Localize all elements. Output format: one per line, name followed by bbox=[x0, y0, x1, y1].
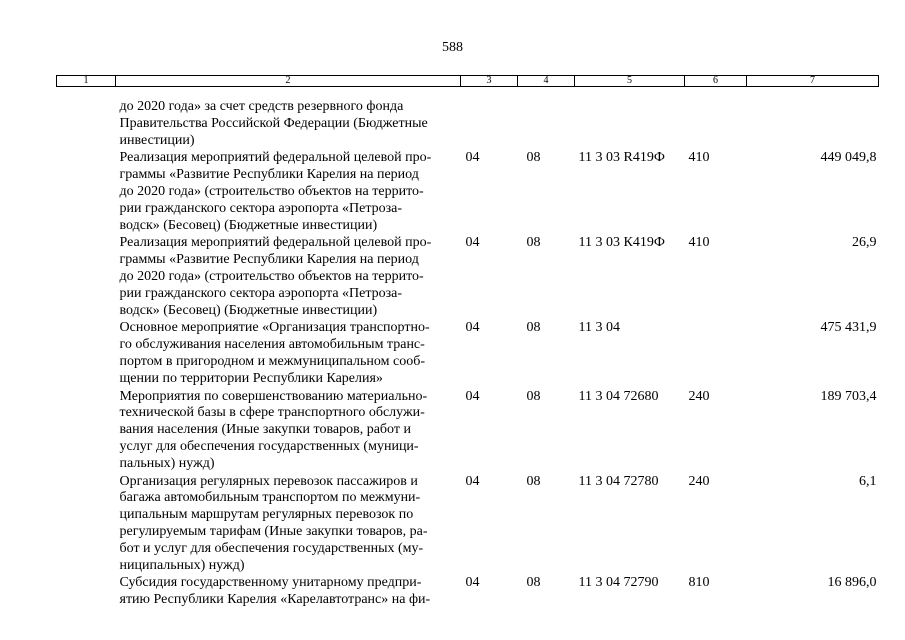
item-name-cell bbox=[116, 87, 461, 150]
target-code-cell: 11 3 04 72790 bbox=[578, 575, 659, 591]
table-row bbox=[57, 87, 879, 150]
target-code-cell: 11 3 04 bbox=[578, 320, 620, 336]
amount-cell: 16 896,0 bbox=[827, 575, 877, 591]
section-cell bbox=[461, 87, 518, 150]
item-name-line: Мероприятия по совершенствованию материально- bbox=[119, 388, 428, 404]
amount-cell: 26,9 bbox=[852, 235, 877, 251]
item-name-line: пальных) нужд) bbox=[119, 455, 215, 471]
column-header: 3 bbox=[461, 76, 518, 87]
item-name-line: инвестиции) bbox=[119, 132, 195, 148]
amount-cell bbox=[747, 87, 879, 150]
item-name-line: Основное мероприятие «Организация транспортно- bbox=[119, 320, 430, 336]
expense-kind-cell: 240 bbox=[688, 388, 710, 404]
expense-kind-cell: 410 bbox=[688, 150, 710, 166]
item-name-line: граммы «Развитие Республики Карелия на период bbox=[119, 167, 419, 183]
target-code-cell: 11 3 04 72780 bbox=[578, 473, 659, 489]
item-name-cell bbox=[116, 234, 461, 319]
row-number-cell bbox=[57, 574, 116, 609]
item-name-line: Субсидия государственному унитарному предпри- bbox=[119, 575, 422, 591]
row-number-cell bbox=[57, 87, 116, 150]
table-row bbox=[57, 574, 879, 609]
row-number-cell bbox=[57, 473, 116, 575]
expense-kind-cell: 240 bbox=[688, 473, 710, 489]
row-number-cell bbox=[57, 149, 116, 234]
item-name-cell bbox=[116, 319, 461, 387]
subsection-cell: 08 bbox=[526, 473, 541, 489]
expense-kind-cell: 410 bbox=[688, 235, 710, 251]
column-header: 7 bbox=[747, 76, 879, 87]
item-name-line: рии гражданского сектора аэропорта «Петроза- bbox=[119, 200, 403, 216]
row-number-cell bbox=[57, 234, 116, 319]
subsection-cell: 08 bbox=[526, 235, 541, 251]
page-number: 588 bbox=[442, 40, 463, 55]
section-cell: 04 bbox=[465, 388, 480, 404]
item-name-line: регулируемым тарифам (Иные закупки товаров, ра- bbox=[119, 523, 428, 539]
column-header: 4 bbox=[518, 76, 575, 87]
budget-table bbox=[56, 75, 879, 609]
item-name-line: граммы «Развитие Республики Карелия на период bbox=[119, 252, 419, 268]
target-code-cell: 11 3 03 R419Ф bbox=[578, 150, 665, 166]
item-name-line: водск» (Бесовец) (Бюджетные инвестиции) bbox=[119, 302, 378, 318]
expense-kind-cell bbox=[685, 319, 747, 387]
section-cell: 04 bbox=[465, 473, 480, 489]
target-code-cell: 11 3 03 К419Ф bbox=[578, 235, 665, 251]
row-number-cell bbox=[57, 388, 116, 473]
item-name-cell bbox=[116, 149, 461, 234]
expense-kind-cell bbox=[685, 87, 747, 150]
item-name-line: Реализация мероприятий федеральной целевой про- bbox=[119, 235, 432, 251]
table-row bbox=[57, 319, 879, 387]
item-name-line: Реализация мероприятий федеральной целевой про- bbox=[119, 150, 432, 166]
item-name-line: до 2020 года» (строительство объектов на террито- bbox=[119, 183, 424, 199]
subsection-cell bbox=[518, 87, 575, 150]
target-code-cell bbox=[575, 87, 685, 150]
item-name-line: бот и услуг для обеспечения государственных (му- bbox=[119, 540, 424, 556]
column-header: 6 bbox=[685, 76, 747, 87]
subsection-cell: 08 bbox=[526, 320, 541, 336]
item-name-line: Организация регулярных перевозок пассажиров и bbox=[119, 473, 418, 489]
item-name-line: ципальным маршрутам регулярных перевозок по bbox=[119, 507, 414, 523]
item-name-cell bbox=[116, 473, 461, 575]
column-header: 2 bbox=[116, 76, 461, 87]
row-number-cell bbox=[57, 319, 116, 387]
item-name-line: вания населения (Иные закупки товаров, работ и bbox=[119, 422, 411, 438]
item-name-line: багажа автомобильным транспортом по межмуни- bbox=[119, 490, 421, 506]
section-cell: 04 bbox=[465, 235, 480, 251]
item-name-line: ниципальных) нужд) bbox=[119, 557, 245, 573]
item-name-line: Правительства Российской Федерации (Бюджетные bbox=[119, 115, 428, 131]
column-header: 1 bbox=[57, 76, 116, 87]
item-name-cell bbox=[116, 574, 461, 609]
column-number-row bbox=[57, 76, 879, 87]
item-name-line: ятию Республики Карелия «Карелавтотранс» на фи- bbox=[119, 592, 431, 608]
item-name-line: до 2020 года» за счет средств резервного фонда bbox=[119, 99, 404, 114]
item-name-line: щении по территории Республики Карелия» bbox=[119, 370, 383, 386]
amount-cell: 475 431,9 bbox=[820, 320, 877, 336]
expense-kind-cell: 810 bbox=[688, 575, 710, 591]
section-cell: 04 bbox=[465, 320, 480, 336]
table-row bbox=[57, 473, 879, 575]
amount-cell: 189 703,4 bbox=[820, 388, 877, 404]
target-code-cell: 11 3 04 72680 bbox=[578, 388, 659, 404]
subsection-cell: 08 bbox=[526, 150, 541, 166]
item-name-line: рии гражданского сектора аэропорта «Петроза- bbox=[119, 285, 403, 301]
item-name-line: водск» (Бесовец) (Бюджетные инвестиции) bbox=[119, 217, 378, 233]
subsection-cell: 08 bbox=[526, 575, 541, 591]
subsection-cell: 08 bbox=[526, 388, 541, 404]
column-header: 5 bbox=[575, 76, 685, 87]
item-name-line: портом в пригородном и межмуниципальном сооб- bbox=[119, 353, 425, 369]
amount-cell: 449 049,8 bbox=[820, 150, 877, 166]
item-name-line: до 2020 года» (строительство объектов на террито- bbox=[119, 268, 424, 284]
table-row bbox=[57, 149, 879, 234]
table-row bbox=[57, 388, 879, 473]
item-name-cell bbox=[116, 388, 461, 473]
section-cell: 04 bbox=[465, 150, 480, 166]
item-name-line: технической базы в сфере транспортного обслужи- bbox=[119, 405, 425, 421]
item-name-line: услуг для обеспечения государственных (муници- bbox=[119, 438, 419, 454]
item-name-line: го обслуживания населения автомобильным транс- bbox=[119, 337, 425, 353]
table-row bbox=[57, 234, 879, 319]
amount-cell: 6,1 bbox=[859, 473, 877, 489]
section-cell: 04 bbox=[465, 575, 480, 591]
